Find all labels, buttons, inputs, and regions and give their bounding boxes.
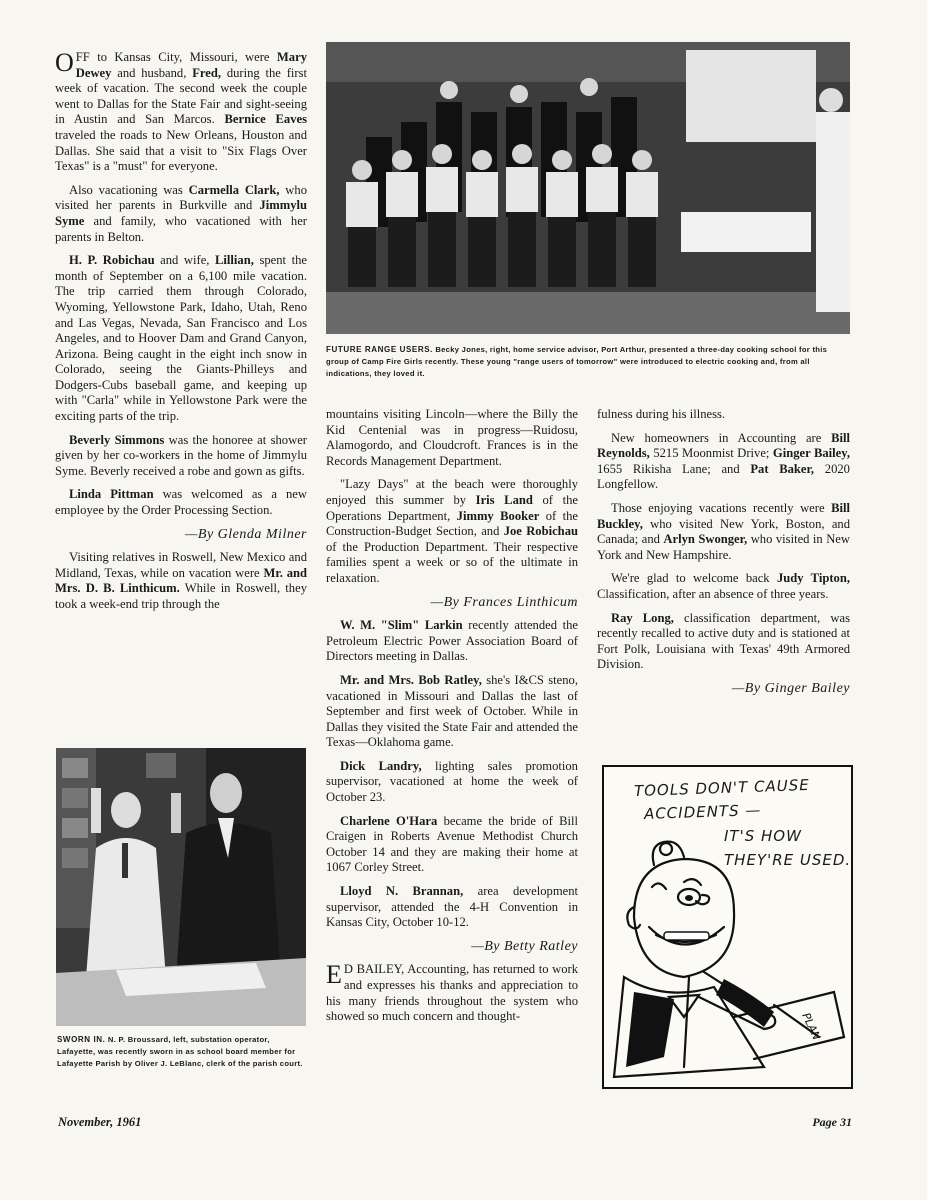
paragraph-charlene-ohara: Charlene O'Hara became the bride of Bill Craigen in Roberts Avenue Methodist Church October 14 and they are making their home at 1067 Corley Street. (326, 813, 579, 875)
paragraph-ray-long: Ray Long, classification department, was recently recalled to active duty and is stationed at Fort Polk, Louisiana with Texas' 49th Armored Division. (597, 610, 850, 672)
caption-sworn-in: SWORN IN. N. P. Broussard, left, substation operator, Lafayette, was recently sworn in as school board member for Lafayette Parish by Oliver J. LeBlanc, clerk of the parish court. (57, 1035, 303, 1068)
byline-frances-linthicum: —By Frances Linthicum (430, 594, 578, 610)
paragraph-fulness: fulness during his illness. (597, 407, 726, 421)
column-2 (326, 407, 578, 1033)
photo-sworn-in-image (56, 748, 306, 1026)
paragraph-larkin: W. M. "Slim" Larkin recently attended the Petroleum Electric Power Association Board of Directors meeting in Dallas. (326, 618, 578, 664)
byline-betty-ratley: —By Betty Ratley (471, 938, 578, 954)
paragraph-lloyd-brannan: Lloyd N. Brannan, area development supervisor, attended the 4-H Convention in Kansas City, October 10-12. (326, 884, 578, 930)
drop-cap: O (55, 48, 74, 77)
paragraph-ratley: Mr. and Mrs. Bob Ratley, she's I&CS steno, vacationed in Missouri and Dallas the last of September and first week of October. While in Dallas they visited the State Fair and attended the Texas—Oklahoma game. (326, 672, 578, 750)
safety-cartoon (602, 765, 853, 1089)
paragraph-homeowners: New homeowners in Accounting are Bill Reynolds, 5215 Moonmist Drive; Ginger Bailey, 1655 Rikisha Lane; and Pat Baker, 2020 Longfellow. (597, 430, 850, 492)
paragraph-lazy-days: "Lazy Days" at the beach were thoroughly enjoyed this summer by Iris Land of the Operations Department, Jimmy Booker of the Construction-Budget Section, and Joe Robichau of the Production Department. Their respective families spent a week or so of the ultimate in relaxation. (326, 477, 578, 585)
photo-future-range-users (326, 42, 850, 334)
caption-future-range-users: FUTURE RANGE USERS. Becky Jones, right, home service advisor, Port Arthur, presented a three-day cooking school for this group of Camp Fire Girls recently. These young "range users of tomorrow" were introduced to electric cooking and, from all indications, they loved it. (326, 345, 828, 378)
paragraph-mountains: mountains visiting Lincoln—where the Billy the Kid Centenial was in progress—Ruidosu, Alamogordo, and Cloudcroft. Frances is in the Records Management Department. (326, 407, 578, 468)
paragraph-linthicum: Visiting relatives in Roswell, New Mexico and Midland, Texas, while on vacation were Mr. and Mrs. D. B. Linthicum. While in Roswell, they took a week-end trip through the (55, 550, 308, 611)
paragraph-dick-landry: Dick Landry, lighting sales promotion supervisor, vacationed at home the week of October 23. (326, 758, 578, 805)
cartoon-caption-line-1: TOOLS DON'T CAUSE (633, 775, 811, 801)
footer-date: November, 1961 (58, 1115, 142, 1129)
cartoon-worker-drawing (604, 767, 851, 1087)
drop-cap: E (326, 960, 342, 990)
photo-sworn-in (56, 748, 306, 1026)
paragraph-beverly-simmons: Beverly Simmons was the honoree at shower given by her co-workers in the home of Jimmylu Syme. Beverly received a robe and gown as gifts. (55, 432, 307, 478)
paragraph-carmella-clark: Also vacationing was Carmella Clark, who visited her parents in Burkville and Jimmylu Syme and family, who vacationed with her parents in Belton. (55, 182, 307, 244)
column-3 (597, 407, 850, 705)
column-1 (55, 50, 307, 621)
cartoon-caption-line-4: THEY'RE USED. (724, 851, 852, 869)
photo-future-range-users-image (326, 42, 850, 334)
paragraph-judy-tipton: We're glad to welcome back Judy Tipton, Classification, after an absence of three years. (597, 571, 850, 601)
byline-ginger-bailey: —By Ginger Bailey (731, 680, 850, 696)
byline-glenda-milner: —By Glenda Milner (184, 526, 307, 542)
paragraph-mary-dewey: OFF to Kansas City, Missouri, were Mary Dewey and husband, Fred, during the first week of vacation. The second week the couple went to Dallas for the State Fair and sight-seeing in Austin and San Marcos. Bernice Eaves traveled the roads to New Orleans, Houston and Dallas. She said that a visit to "Six Flags Over Texas" is a "must" for everyone. (55, 48, 307, 174)
cartoon-caption-line-3: IT'S HOW (724, 827, 802, 845)
paragraph-ed-bailey: E D BAILEY, Accounting, has returned to work and expresses his thanks and appreciation to his many friends throughout the system who showed so much concern and thought- (326, 960, 578, 1024)
cartoon-plan-sign: PLAN (799, 1010, 824, 1043)
paragraph-linda-pittman: Linda Pittman was welcomed as a new employee by the Order Processing Section. (55, 487, 307, 518)
paragraph-vacations: Those enjoying vacations recently were Bill Buckley, who visited New York, Boston, and Canada; and Arlyn Swonger, who visited in New York and New Hampshire. (597, 500, 850, 562)
cartoon-caption-line-2: ACCIDENTS — (643, 800, 762, 824)
footer-page-number: Page 31 (812, 1115, 852, 1129)
paragraph-robichau: H. P. Robichau and wife, Lillian, spent the month of September on a 6,100 mile vacation. The trip carried them through Colorado, Wyoming, Yellowstone Park, Idaho, Utah, Reno and Las Vegas, Nevada, San Francisco and Los Angeles, and to Hoover Dam and Grand Canyon, Arizona. Being caught in the eight inch snow in Colorado, seeing the Giants-Philleys and Dodgers-Cubs baseball game, and keeping up with "Carla" while in Yellowstone Park were the exciting parts of the trip. (55, 253, 307, 424)
